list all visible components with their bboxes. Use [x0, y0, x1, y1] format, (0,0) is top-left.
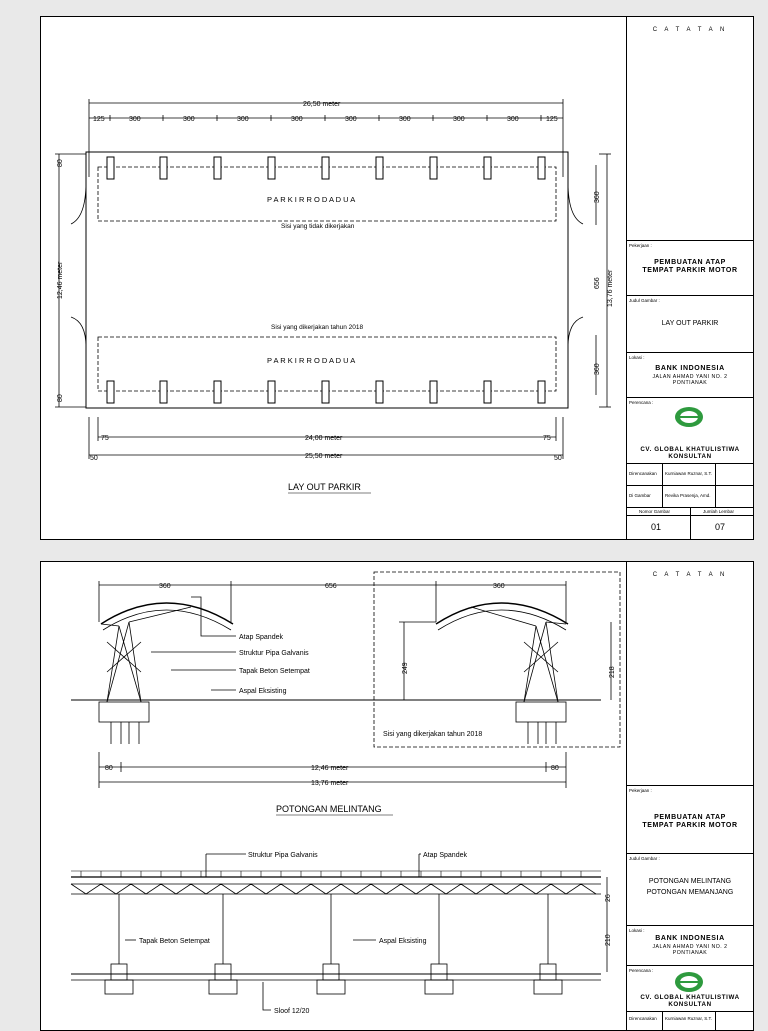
dim-75-left: 75 [101, 435, 109, 442]
direncanakan-value-2: Kurniawan Ruznar, S.T. [665, 1016, 713, 1021]
dim-360-right: 360 [493, 583, 505, 590]
section-title: POTONGAN MELINTANG [276, 804, 382, 814]
pekerjaan-label: Pekerjaan : [629, 243, 652, 248]
company-logo-icon-2 [673, 971, 705, 993]
dim-left-total: 12,46 meter [57, 261, 64, 299]
nomor-row [627, 508, 753, 539]
dim-1246: 12,46 meter [311, 765, 349, 772]
dim-360-top: 360 [594, 191, 601, 203]
dim-50-left: 50 [90, 455, 98, 462]
dim-300-1: 300 [129, 116, 141, 123]
label-sloof: Sloof 12/20 [274, 1008, 310, 1015]
dim-right-total: 13,76 meter [607, 269, 614, 307]
dim-24m: 24,00 meter [305, 435, 343, 442]
digambar-label: Di Gambar [629, 493, 651, 498]
dim-300-7: 300 [453, 116, 465, 123]
jumlah-label: Jumlah Lembar [703, 509, 735, 514]
label-atap: Atap Spandek [239, 634, 283, 641]
layout-plan-svg [41, 17, 625, 539]
layout-drawing-area [41, 17, 627, 539]
dim-80-right-section: 80 [551, 765, 559, 772]
label-long-tapak: Tapak Beton Setempat [139, 938, 210, 945]
lokasi-line-2-2: JALAN AHMAD YANI NO. 2 [652, 944, 728, 950]
dim-50-right: 50 [554, 455, 562, 462]
direncanakan-value: Kurniawan Ruznar, S.T. [665, 471, 713, 476]
drawing-sheet-sections [40, 561, 754, 1031]
lokasi-label: Lokasi : [629, 355, 645, 360]
dim-80-left-section: 80 [105, 765, 113, 772]
dim-80-bottom: 80 [57, 394, 64, 402]
title-block-1 [627, 17, 753, 539]
label-long-aspal: Aspal Eksisting [379, 938, 427, 945]
lokasi-line-2: JALAN AHMAD YANI NO. 2 [652, 374, 728, 380]
nomor-value: 01 [651, 522, 662, 532]
dim-26: 26 [605, 894, 612, 902]
judul-section [627, 296, 753, 353]
company-logo-icon [673, 406, 705, 428]
dim-360-left: 360 [159, 583, 171, 590]
catatan-heading: C A T A T A N [652, 27, 728, 33]
dim-300-5: 300 [345, 116, 357, 123]
perencana-section-2 [627, 966, 753, 1012]
judul-section-2 [627, 854, 753, 926]
perencana-label: Perencana : [629, 400, 654, 405]
label-sisi-2018: Sisi yang dikerjakan tahun 2018 [271, 324, 364, 331]
perencana-line-2: KONSULTAN [668, 453, 712, 460]
dim-125-left: 125 [93, 116, 105, 123]
dim-300-4: 300 [291, 116, 303, 123]
dim-80-top: 80 [57, 159, 64, 167]
nomor-label: Nomor Gambar [639, 509, 671, 514]
lokasi-line-1-2: BANK INDONESIA [655, 935, 725, 942]
direncanakan-row-2 [627, 1012, 753, 1030]
title-block-2 [627, 562, 753, 1030]
digambar-row [627, 486, 753, 508]
label-parkir-top: P A R K I R R O D A D U A [267, 195, 356, 204]
label-struktur: Struktur Pipa Galvanis [239, 650, 309, 657]
roof-purlins [71, 871, 601, 877]
dim-25-5m: 25,50 meter [305, 453, 343, 460]
judul-label-2: Judul Gambar : [629, 856, 660, 861]
dim-total-top: 26,50 meter [303, 101, 341, 108]
dim-300-6: 300 [399, 116, 411, 123]
footings-bottom-row [107, 381, 545, 403]
pekerjaan-line-1: PEMBUATAN ATAP [654, 259, 726, 266]
dim-125-right: 125 [546, 116, 558, 123]
dim-300-8: 300 [507, 116, 519, 123]
dim-75-right: 75 [543, 435, 551, 442]
label-sisi-tidak: Sisi yang tidak dikerjakan [281, 223, 355, 230]
perencana-line-2-2: KONSULTAN [668, 1001, 712, 1008]
section-drawing-area [41, 562, 627, 1030]
lokasi-label-2: Lokasi : [629, 928, 645, 933]
perencana-label-2: Perencana : [629, 968, 654, 973]
dim-210: 210 [605, 934, 612, 946]
pekerjaan-section-2 [627, 786, 753, 854]
label-long-atap: Atap Spandek [423, 852, 467, 859]
section-svg [41, 562, 625, 1030]
dim-249: 249 [402, 662, 409, 674]
notes-section-2 [627, 562, 753, 786]
direncanakan-row [627, 464, 753, 486]
label-parkir-bottom: P A R K I R R O D A D U A [267, 356, 356, 365]
judul-value: LAY OUT PARKIR [661, 320, 719, 327]
catatan-heading-2: C A T A T A N [652, 572, 728, 578]
lokasi-line-1: BANK INDONESIA [655, 365, 725, 372]
judul-label: Judul Gambar : [629, 298, 660, 303]
pekerjaan-line-2-2: TEMPAT PARKIR MOTOR [642, 822, 738, 829]
pekerjaan-line-2: TEMPAT PARKIR MOTOR [642, 267, 738, 274]
jumlah-value: 07 [715, 522, 726, 532]
label-tapak: Tapak Beton Setempat [239, 668, 310, 675]
digambar-value: Revika Prasenja, Amd. [665, 493, 711, 498]
lokasi-line-3: PONTIANAK [672, 380, 708, 386]
judul-line-2-2: POTONGAN MEMANJANG [646, 889, 734, 896]
drawing-sheet-layout [40, 16, 754, 540]
label-sisi-2018-section: Sisi yang dikerjakan tahun 2018 [383, 731, 483, 738]
perencana-section [627, 398, 753, 464]
footings-top-row [107, 157, 545, 179]
lokasi-section-2 [627, 926, 753, 966]
judul-line-1-2: POTONGAN MELINTANG [648, 878, 732, 885]
dim-300-2: 300 [183, 116, 195, 123]
dim-218: 218 [609, 666, 616, 678]
perencana-line-1-2: CV. GLOBAL KHATULISTIWA [640, 994, 740, 1001]
dim-300-3: 300 [237, 116, 249, 123]
layout-title: LAY OUT PARKIR [288, 482, 361, 492]
dim-656-section: 656 [325, 583, 337, 590]
lokasi-section [627, 353, 753, 398]
notes-section [627, 17, 753, 241]
dim-656: 656 [594, 277, 601, 289]
direncanakan-label-2: Direncanakan [629, 1016, 657, 1021]
pekerjaan-line-1-2: PEMBUATAN ATAP [654, 814, 726, 821]
pekerjaan-section [627, 241, 753, 296]
lokasi-line-3-2: PONTIANAK [672, 950, 708, 956]
pekerjaan-label-2: Pekerjaan : [629, 788, 652, 793]
dim-360-bottom: 360 [594, 363, 601, 375]
direncanakan-label: Direncanakan [629, 471, 657, 476]
label-long-struktur: Struktur Pipa Galvanis [248, 852, 318, 859]
dim-1376: 13,76 meter [311, 780, 349, 787]
label-aspal: Aspal Eksisting [239, 688, 287, 695]
perencana-line-1: CV. GLOBAL KHATULISTIWA [640, 446, 740, 453]
